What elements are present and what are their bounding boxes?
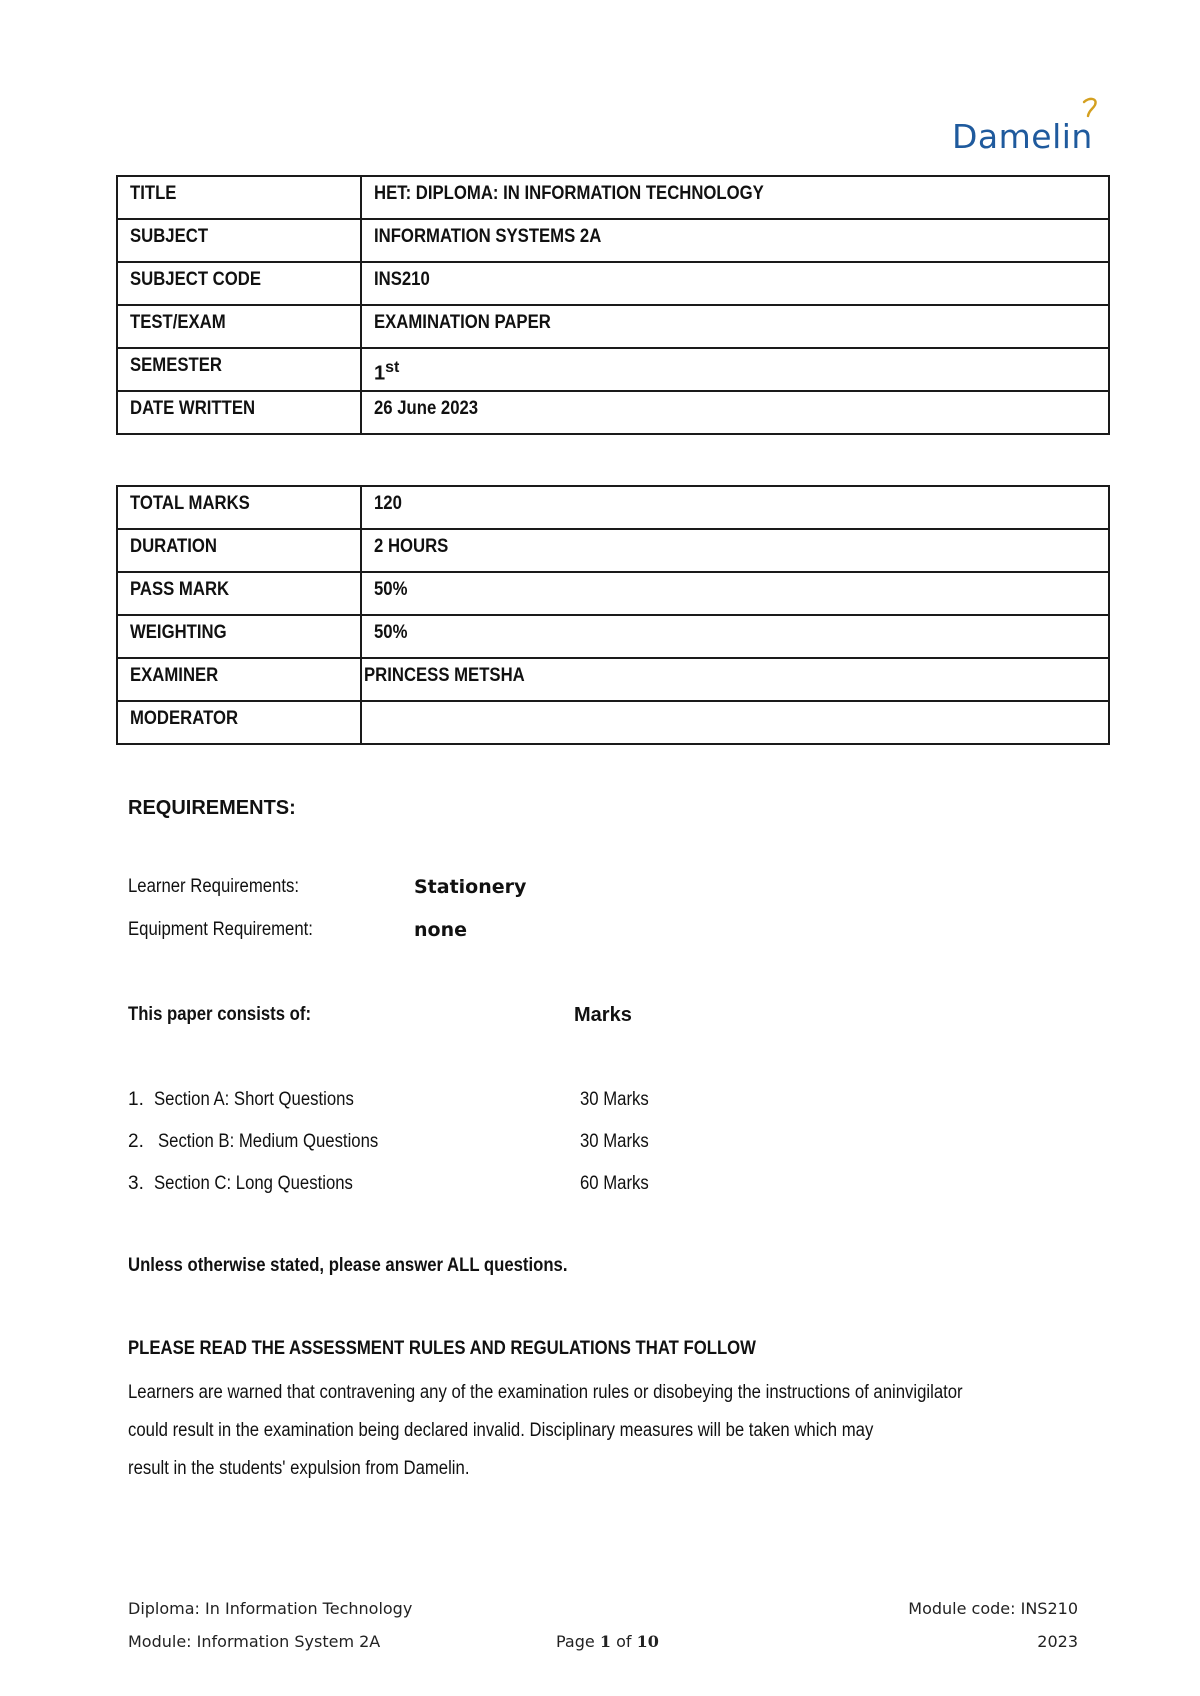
equipment-requirement-row [128,919,467,941]
list-number: 2. [128,1131,144,1152]
logo-text: Damelin [952,117,1093,156]
damelin-logo [946,96,1106,156]
table-row [117,529,1109,572]
row-value: HET: DIPLOMA: IN INFORMATION TECHNOLOGY [374,183,764,204]
table-row [117,348,1109,391]
marks-heading: Marks [574,1004,632,1026]
table-row [117,176,1109,219]
row-label: SUBJECT CODE [130,269,261,290]
row-label: DATE WRITTEN [130,398,256,419]
row-label: WEIGHTING [130,622,227,643]
row-label: TOTAL MARKS [130,493,250,514]
row-value: 120 [374,493,402,514]
row-label: TEST/EXAM [130,312,226,333]
list-number: 1. [128,1089,144,1110]
row-label: MODERATOR [130,708,239,729]
rules-text-line: could result in the examination being declared invalid. Disciplinary measures will be taken which may [128,1420,874,1441]
section-marks: 30 Marks [580,1131,649,1152]
rules-heading: PLEASE READ THE ASSESSMENT RULES AND REGULATIONS THAT FOLLOW [128,1338,756,1359]
footer-page-number: Page 1 of 10 [556,1632,659,1651]
table-row [117,572,1109,615]
section-label: Section C: Long Questions [154,1173,353,1194]
rules-text-line: Learners are warned that contravening any of the examination rules or disobeying the instructions of aninvigilator [128,1382,963,1403]
list-item [128,1089,828,1111]
row-label: PASS MARK [130,579,230,600]
section-marks: 30 Marks [580,1089,649,1110]
equipment-requirement-value: none [414,919,467,941]
row-value: 26 June 2023 [374,398,479,419]
table-row [117,701,1109,744]
row-label: EXAMINER [130,665,219,686]
equipment-requirement-label: Equipment Requirement: [128,919,313,940]
row-value: EXAMINATION PAPER [374,312,551,333]
row-label: DURATION [130,536,217,557]
footer-year: 2023 [1037,1632,1078,1651]
table-row [117,391,1109,434]
footer-module: Module: Information System 2A [128,1632,381,1651]
list-item [128,1173,828,1195]
row-label: SUBJECT [130,226,209,247]
requirements-heading: REQUIREMENTS: [128,797,296,819]
section-label: Section A: Short Questions [154,1089,354,1110]
table-row [117,305,1109,348]
row-label: SEMESTER [130,355,222,376]
row-value: 2 HOURS [374,536,449,557]
semester-value: 1st [374,359,400,385]
footer-module-code: Module code: INS210 [908,1599,1078,1618]
table-row [117,262,1109,305]
section-marks: 60 Marks [580,1173,649,1194]
learner-requirements-label: Learner Requirements: [128,876,300,897]
row-value: INFORMATION SYSTEMS 2A [374,226,602,247]
list-number: 3. [128,1173,144,1194]
learner-requirements-value: Stationery [414,876,527,898]
row-value: 50% [374,579,408,600]
row-value: 50% [374,622,408,643]
table-row [117,219,1109,262]
logo-swirl-icon [1080,96,1102,118]
table-row [117,658,1109,701]
table-row [117,615,1109,658]
exam-details-table [116,175,1110,435]
rules-text-line: result in the students' expulsion from Damelin. [128,1458,470,1479]
row-value: INS210 [374,269,430,290]
section-label: Section B: Medium Questions [158,1131,379,1152]
learner-requirements-row [128,876,526,898]
marks-details-table [116,485,1110,745]
answer-instruction: Unless otherwise stated, please answer ALL questions. [128,1255,568,1276]
list-item [128,1131,828,1153]
row-label: TITLE [130,183,177,204]
row-value: PRINCESS METSHA [364,665,525,686]
footer-diploma: Diploma: In Information Technology [128,1599,413,1618]
paper-consists-label: This paper consists of: [128,1004,312,1025]
table-row [117,486,1109,529]
